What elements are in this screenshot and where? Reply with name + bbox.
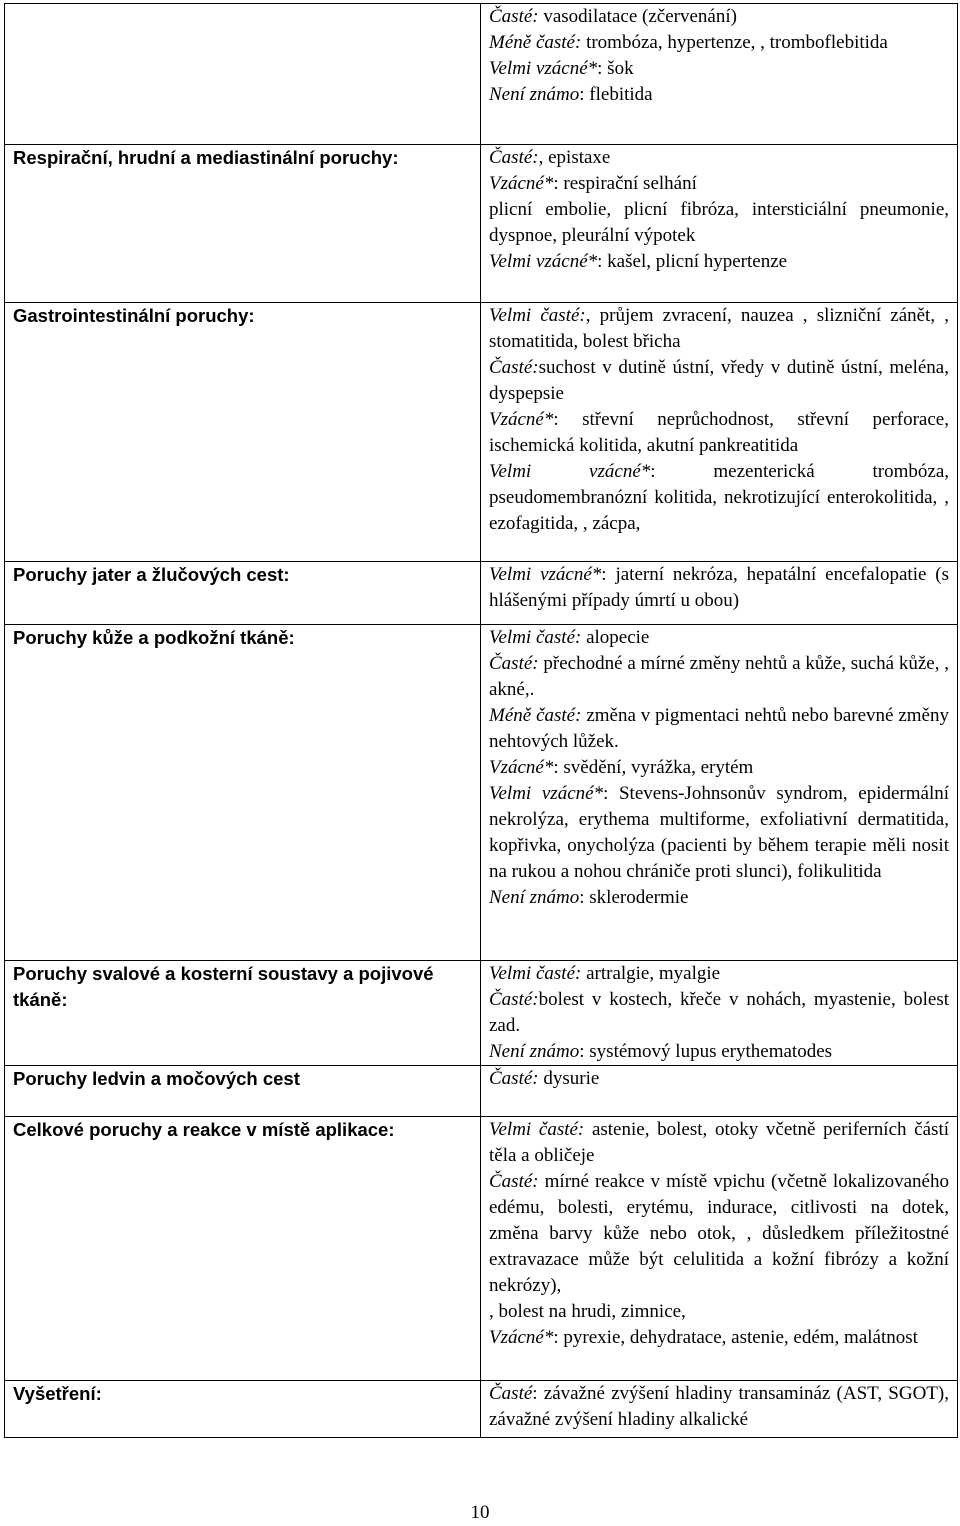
organ-class-label: Respirační, hrudní a mediastinální poruchy: bbox=[13, 147, 399, 168]
table-row bbox=[5, 625, 958, 961]
effect-text: trombóza, hypertenze, , tromboflebitida bbox=[581, 32, 888, 53]
frequency-label: Není známo bbox=[489, 1041, 580, 1062]
effect-text: , průjem zvracení, nauzea , slizniční zánět, , stomatitida, bolest břicha bbox=[489, 305, 950, 352]
effect-text: artralgie, myalgie bbox=[581, 963, 721, 984]
organ-class-label: Gastrointestinální poruchy: bbox=[13, 305, 255, 326]
adverse-effects-cell bbox=[481, 145, 958, 303]
frequency-label: Časté bbox=[489, 1383, 533, 1404]
effect-paragraph bbox=[489, 4, 949, 30]
frequency-label: Není známo bbox=[489, 84, 580, 105]
effect-text: : pyrexie, dehydratace, astenie, edém, malátnost bbox=[553, 1327, 918, 1348]
organ-class-cell bbox=[5, 1066, 481, 1117]
adverse-effects-cell bbox=[481, 961, 958, 1066]
frequency-label: Velmi vzácné* bbox=[489, 564, 602, 585]
effect-text: : kašel, plicní hypertenze bbox=[597, 251, 788, 272]
frequency-label: Velmi časté: bbox=[489, 963, 582, 984]
effect-text: , epistaxe bbox=[538, 147, 611, 168]
effect-paragraph bbox=[489, 407, 949, 459]
frequency-label: Časté: bbox=[489, 1171, 539, 1192]
effect-text: přechodné a mírné změny nehtů a kůže, suchá kůže, , akné,. bbox=[489, 653, 949, 700]
effect-text: mírné reakce v místě vpichu (včetně lokalizovaného edému, bolesti, erytému, indurace, citlivosti na dotek, změna barvy kůže nebo otok, , důsledkem příležitostné extravazace může být celulitida a kožní fibrózy a kožní nekrózy), bbox=[489, 1171, 949, 1296]
frequency-label: Vzácné* bbox=[489, 1327, 554, 1348]
organ-class-cell bbox=[5, 1381, 481, 1438]
effect-text: bolest v kostech, křeče v nohách, myastenie, bolest zad. bbox=[489, 989, 949, 1036]
frequency-label: Velmi vzácné* bbox=[489, 461, 651, 482]
effect-paragraph bbox=[489, 82, 949, 108]
effect-text: suchost v dutině ústní, vředy v dutině ústní, meléna, dyspepsie bbox=[489, 357, 949, 404]
effect-text: změna v pigmentaci nehtů nebo barevné změny nehtových lůžek. bbox=[489, 705, 949, 752]
frequency-label: Vzácné* bbox=[489, 409, 554, 430]
table-row bbox=[5, 1066, 958, 1117]
table-row bbox=[5, 4, 958, 145]
effect-paragraph bbox=[489, 56, 949, 82]
organ-class-cell bbox=[5, 625, 481, 961]
adverse-effects-cell bbox=[481, 1117, 958, 1381]
effect-paragraph bbox=[489, 355, 949, 407]
organ-class-cell bbox=[5, 961, 481, 1066]
table-row bbox=[5, 145, 958, 303]
effect-text: : systémový lupus erythematodes bbox=[579, 1041, 833, 1062]
effect-text: : šok bbox=[597, 58, 634, 79]
table-row bbox=[5, 1381, 958, 1438]
effect-paragraph bbox=[489, 703, 949, 755]
frequency-label: Časté: bbox=[489, 653, 539, 674]
effect-text: : závažné zvýšení hladiny transamináz (AST, SGOT), závažné zvýšení hladiny alkalické bbox=[489, 1383, 949, 1430]
effect-paragraph bbox=[489, 885, 949, 911]
effect-text: : Stevens-Johnsonův syndrom, epidermální nekrolýza, erythema multiforme, exfoliativní dermatitida, kopřivka, onycholýza (pacienti by během terapie měli nosit na rukou a nohou chrániče proti slunci), folikulitida bbox=[489, 783, 949, 882]
table-row bbox=[5, 303, 958, 562]
effect-paragraph bbox=[489, 651, 949, 703]
effect-paragraph bbox=[489, 625, 949, 651]
effect-paragraph bbox=[489, 1117, 949, 1169]
effect-paragraph bbox=[489, 1325, 949, 1351]
effect-text: : flebitida bbox=[579, 84, 653, 105]
effect-text: : mezenterická trombóza, pseudomembranózní kolitida, nekrotizující enterokolitida, , ezofagitida, , zácpa, bbox=[489, 461, 950, 534]
frequency-label: Méně časté: bbox=[489, 32, 582, 53]
effect-paragraph bbox=[489, 249, 949, 275]
frequency-label: Velmi vzácné* bbox=[489, 58, 598, 79]
frequency-label: Velmi časté: bbox=[489, 1119, 585, 1140]
effect-paragraph bbox=[489, 755, 949, 781]
frequency-label: Není známo bbox=[489, 887, 580, 908]
effect-paragraph bbox=[489, 1169, 949, 1299]
effect-text: alopecie bbox=[581, 627, 650, 648]
frequency-label: Časté: bbox=[489, 1068, 539, 1089]
effect-text: : jaterní nekróza, hepatální encefalopatie (s hlášenými případy úmrtí u obou) bbox=[489, 564, 950, 611]
adverse-effects-cell bbox=[481, 1066, 958, 1117]
table-row bbox=[5, 961, 958, 1066]
effect-paragraph bbox=[489, 562, 949, 614]
effect-paragraph bbox=[489, 1381, 949, 1433]
organ-class-cell bbox=[5, 303, 481, 562]
effect-paragraph bbox=[489, 197, 949, 249]
effect-text: : svědění, vyrážka, erytém bbox=[553, 757, 754, 778]
effect-text: plicní embolie, plicní fibróza, intersticiální pneumonie, dyspnoe, pleurální výpotek bbox=[489, 199, 949, 246]
effect-paragraph bbox=[489, 303, 949, 355]
frequency-label: Velmi vzácné* bbox=[489, 251, 598, 272]
effect-paragraph bbox=[489, 171, 949, 197]
adverse-effects-cell bbox=[481, 4, 958, 145]
organ-class-label: Celkové poruchy a reakce v místě aplikace: bbox=[13, 1119, 395, 1140]
table-row bbox=[5, 1117, 958, 1381]
effect-text: dysurie bbox=[538, 1068, 600, 1089]
effect-paragraph bbox=[489, 961, 949, 987]
frequency-label: Vzácné* bbox=[489, 173, 554, 194]
adverse-effects-cell bbox=[481, 1381, 958, 1438]
page-number: 10 bbox=[470, 1502, 490, 1523]
organ-class-label: Poruchy svalové a kosterní soustavy a pojivové tkáně: bbox=[13, 963, 434, 1010]
frequency-label: Velmi časté: bbox=[489, 627, 582, 648]
frequency-label: Velmi časté: bbox=[489, 305, 586, 326]
organ-class-label: Poruchy ledvin a močových cest bbox=[13, 1068, 300, 1089]
effect-paragraph bbox=[489, 1039, 949, 1065]
effect-paragraph bbox=[489, 30, 949, 56]
organ-class-cell bbox=[5, 562, 481, 625]
frequency-label: Časté: bbox=[489, 6, 539, 27]
adverse-effects-cell bbox=[481, 625, 958, 961]
organ-class-label: Vyšetření: bbox=[13, 1383, 102, 1404]
organ-class-cell bbox=[5, 4, 481, 145]
frequency-label: Vzácné* bbox=[489, 757, 554, 778]
adverse-effects-cell bbox=[481, 303, 958, 562]
effect-text: : respirační selhání bbox=[553, 173, 697, 194]
frequency-label: Časté: bbox=[489, 357, 539, 378]
effect-text: : střevní neprůchodnost, střevní perforace, ischemická kolitida, akutní pankreatitida bbox=[489, 409, 949, 456]
effect-paragraph bbox=[489, 1299, 949, 1325]
effect-text: astenie, bolest, otoky včetně periferních částí těla a obličeje bbox=[489, 1119, 949, 1166]
adverse-effects-cell bbox=[481, 562, 958, 625]
adverse-effects-table bbox=[4, 3, 958, 1438]
organ-class-cell bbox=[5, 145, 481, 303]
effect-text: : sklerodermie bbox=[579, 887, 689, 908]
frequency-label: Časté: bbox=[489, 147, 539, 168]
frequency-label: Velmi vzácné* bbox=[489, 783, 604, 804]
frequency-label: Méně časté: bbox=[489, 705, 582, 726]
organ-class-label: Poruchy kůže a podkožní tkáně: bbox=[13, 627, 295, 648]
organ-class-cell bbox=[5, 1117, 481, 1381]
effect-text: vasodilatace (zčervenání) bbox=[538, 6, 737, 27]
effect-text: , bolest na hrudi, zimnice, bbox=[489, 1301, 686, 1322]
effect-paragraph bbox=[489, 145, 949, 171]
effect-paragraph bbox=[489, 459, 949, 537]
effect-paragraph bbox=[489, 1066, 949, 1092]
table-row bbox=[5, 562, 958, 625]
effect-paragraph bbox=[489, 781, 949, 885]
effect-paragraph bbox=[489, 987, 949, 1039]
frequency-label: Časté: bbox=[489, 989, 539, 1010]
organ-class-label: Poruchy jater a žlučových cest: bbox=[13, 564, 290, 585]
